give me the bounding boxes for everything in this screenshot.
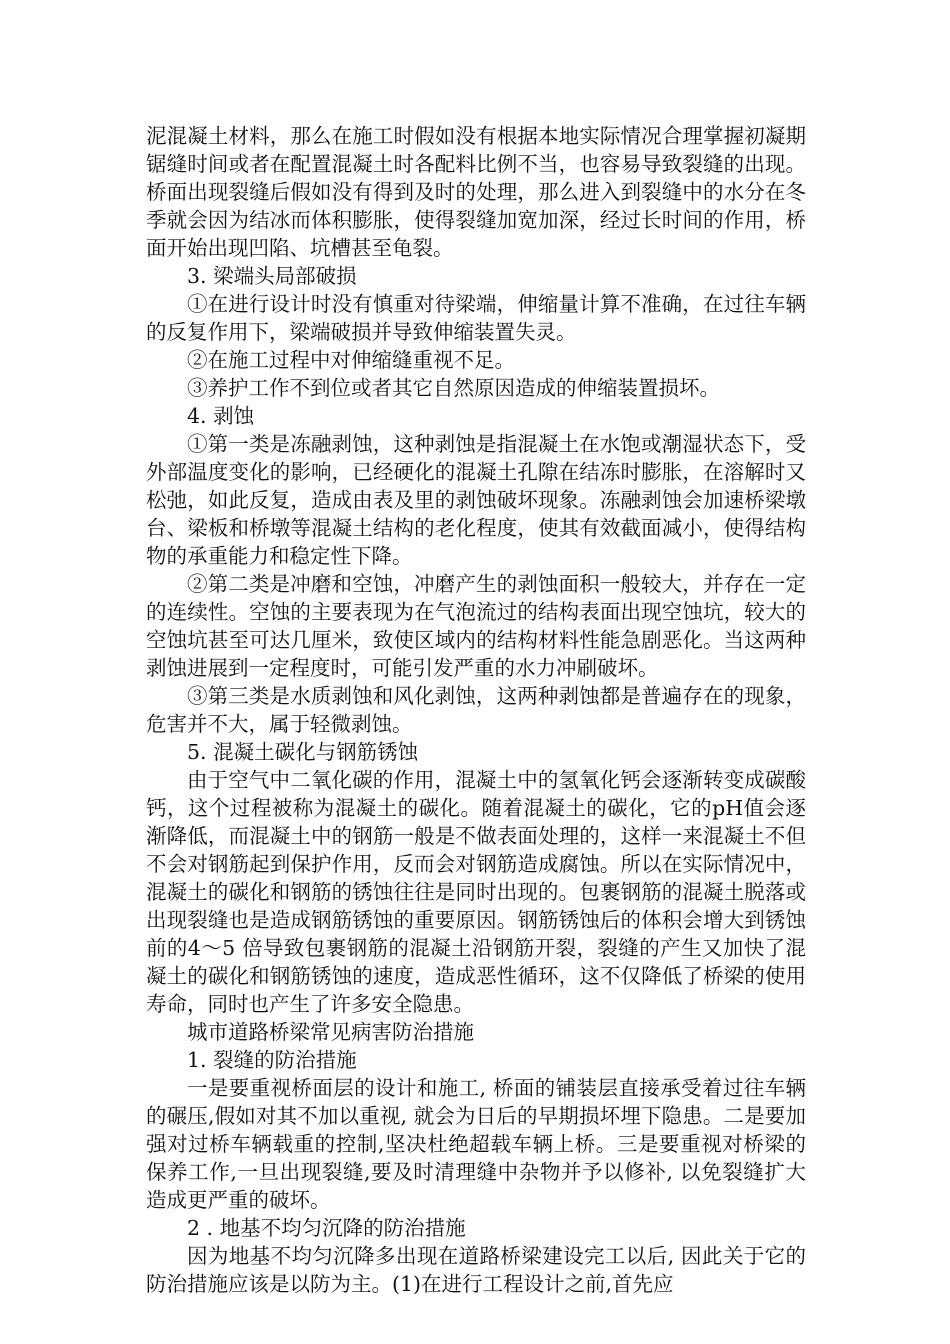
section-heading-prevention: 城市道路桥梁常见病害防治措施	[187, 1020, 474, 1044]
paragraph-continuation: 泥混凝土材料，那么在施工时假如没有根据本地实际情况合理掌握初凝期锯缝时间或者在配置混凝土时各配料比例不当，也容易导致裂缝的出现。桥面出现裂缝后假如没有得到及时的处理，那么进入到裂缝中的水分在冬季就会因为结冰而体积膨胀，使得裂缝加宽加深，经过长时间的作用，桥面开始出现凹陷、坑槽甚至龟裂。	[146, 124, 806, 260]
paragraph: 一是要重视桥面层的设计和施工, 桥面的铺装层直接承受着过往车辆的碾压,假如对其不加以重视, 就会为日后的早期损坏埋下隐患。二是要加强对过桥车辆载重的控制,坚决杜绝超载车辆上桥。三是要重视对桥梁的保养工作,一旦出现裂缝,要及时清理缝中杂物并予以修补, 以免裂缝扩大造成更严重的破坏。	[146, 1076, 806, 1212]
section-heading-carbonation: 5. 混凝土碳化与钢筋锈蚀	[187, 740, 419, 764]
section-heading-beam-end-damage: 3. 梁端头局部破损	[187, 264, 357, 288]
section-heading-crack-prevention: 1. 裂缝的防治措施	[187, 1048, 357, 1072]
paragraph: ③养护工作不到位或者其它自然原因造成的伸缩装置损坏。	[187, 376, 720, 400]
paragraph: ①第一类是冻融剥蚀，这种剥蚀是指混凝土在水饱或潮湿状态下，受外部温度变化的影响，已经硬化的混凝土孔隙在结冻时膨胀，在溶解时又松弛，如此反复，造成由表及里的剥蚀破坏现象。冻融剥蚀会加速桥梁墩台、梁板和桥墩等混凝土结构的老化程度，使其有效截面减小，使得结构物的承重能力和稳定性下降。	[146, 432, 806, 568]
section-heading-erosion: 4. 剥蚀	[187, 404, 255, 428]
document-page	[146, 122, 806, 1298]
paragraph: ③第三类是水质剥蚀和风化剥蚀，这两种剥蚀都是普遍存在的现象，危害并不大，属于轻微剥蚀。	[146, 684, 806, 736]
paragraph: ①在进行设计时没有慎重对待梁端，伸缩量计算不准确，在过往车辆的反复作用下，梁端破损并导致伸缩装置失灵。	[146, 292, 806, 344]
paragraph: ②第二类是冲磨和空蚀，冲磨产生的剥蚀面积一般较大，并存在一定的连续性。空蚀的主要表现为在气泡流过的结构表面出现空蚀坑，较大的空蚀坑甚至可达几厘米，致使区域内的结构材料性能急剧恶化。当这两种剥蚀进展到一定程度时，可能引发严重的水力冲刷破坏。	[146, 572, 806, 680]
paragraph: 因为地基不均匀沉降多出现在道路桥梁建设完工以后, 因此关于它的防治措施应该是以防为主。(1)在进行工程设计之前,首先应	[146, 1244, 806, 1296]
paragraph: ②在施工过程中对伸缩缝重视不足。	[187, 348, 515, 372]
paragraph: 由于空气中二氧化碳的作用，混凝土中的氢氧化钙会逐渐转变成碳酸钙，这个过程被称为混凝土的碳化。随着混凝土的碳化，它的pH值会逐渐降低，而混凝土中的钢筋一般是不做表面处理的，这样一来混凝土不但不会对钢筋起到保护作用，反而会对钢筋造成腐蚀。所以在实际情况中，混凝土的碳化和钢筋的锈蚀往往是同时出现的。包裹钢筋的混凝土脱落或出现裂缝也是造成钢筋锈蚀的重要原因。钢筋锈蚀后的体积会增大到锈蚀前的4～5 倍导致包裹钢筋的混凝土沿钢筋开裂，裂缝的产生又加快了混凝土的碳化和钢筋锈蚀的速度，造成恶性循环，这不仅降低了桥梁的使用寿命，同时也产生了许多安全隐患。	[146, 768, 806, 1016]
section-heading-settlement-prevention: 2 . 地基不均匀沉降的防治措施	[187, 1216, 466, 1240]
